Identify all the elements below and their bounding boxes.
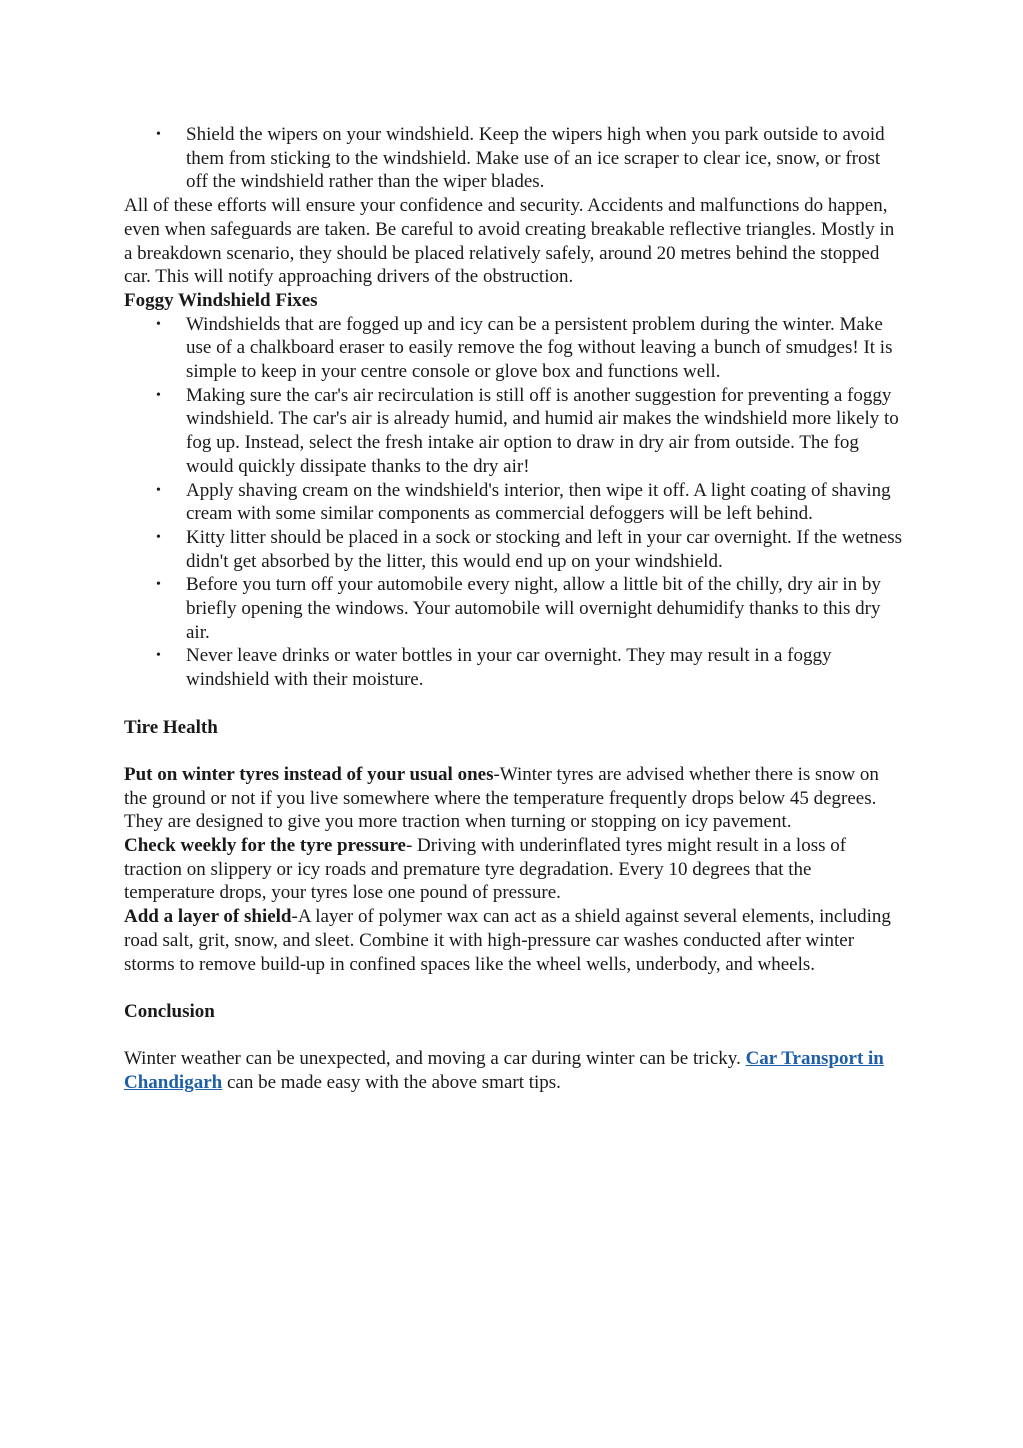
list-item-text: Making sure the car's air recirculation is still off is another suggestion for preventing a foggy windshield. The car's air is already humid, and humid air makes the windshield more likely to fog up. Instead, select the fresh intake air option to draw in dry air from outside. The fog would quickly dissipate thanks to the dry air! bbox=[186, 384, 899, 477]
list-item-text: Shield the wipers on your windshield. Keep the wipers high when you park outside to avoid them from sticking to the windshield. Make use of an ice scraper to clear ice, snow, or frost off the windshield rather than the wiper blades. bbox=[186, 124, 885, 193]
bullet-icon: • bbox=[156, 316, 161, 332]
tire-paragraph-winter-tyres bbox=[124, 763, 904, 834]
conclusion-text-after: can be made easy with the above smart tips. bbox=[222, 1072, 561, 1094]
conclusion-heading: Conclusion bbox=[124, 1000, 215, 1022]
conclusion-text-before: Winter weather can be unexpected, and moving a car during winter can be tricky. bbox=[124, 1048, 746, 1070]
paragraph-lead: Add a layer of shield bbox=[124, 906, 292, 928]
list-item bbox=[124, 644, 904, 691]
list-item bbox=[124, 313, 904, 384]
tire-heading: Tire Health bbox=[124, 716, 218, 738]
paragraph-text: -A layer of polymer wax can act as a shield against several elements, including road salt, grit, snow, and sleet. Combine it with high-pressure car washes conducted after winter storms to remove build-up in confined spaces like the wheel wells, underbody, and wheels. bbox=[124, 906, 891, 975]
list-item bbox=[124, 384, 904, 479]
list-item-text: Apply shaving cream on the windshield's interior, then wipe it off. A light coating of shaving cream with some similar components as commercial defoggers will be left behind. bbox=[186, 479, 891, 525]
list-item-text: Before you turn off your automobile every night, allow a little bit of the chilly, dry air in by briefly opening the windows. Your automobile will overnight dehumidify thanks to this dry air. bbox=[186, 574, 881, 643]
paragraph-text: - Driving with underinflated tyres might result in a loss of traction on slippery or icy roads and premature tyre degradation. Every 10 degrees that the temperature drops, your tyres lose one pound of pressure. bbox=[124, 835, 847, 904]
bullet-icon: • bbox=[156, 529, 161, 545]
spacer bbox=[124, 1024, 904, 1048]
tire-paragraph-pressure bbox=[124, 834, 904, 905]
bullet-icon: • bbox=[156, 648, 161, 664]
spacer bbox=[124, 739, 904, 763]
list-item bbox=[124, 479, 904, 526]
bullet-icon: • bbox=[156, 127, 161, 142]
bullet-icon: • bbox=[156, 577, 161, 593]
spacer bbox=[124, 692, 904, 716]
list-item bbox=[124, 123, 904, 194]
paragraph-lead: Check weekly for the tyre pressure bbox=[124, 835, 406, 857]
paragraph-text: -Winter tyres are advised whether there is snow on the ground or not if you live somewhere where the temperature frequently drops below 45 degrees. They are designed to give you more traction when turning or stopping on icy pavement. bbox=[124, 763, 879, 833]
intro-bullet-list bbox=[124, 123, 904, 194]
tire-paragraph-shield bbox=[124, 905, 904, 976]
foggy-heading: Foggy Windshield Fixes bbox=[124, 289, 318, 311]
document-page bbox=[124, 123, 904, 1095]
list-item-text: Windshields that are fogged up and icy can be a persistent problem during the winter. Make use of a chalkboard eraser to easily remove the fog without leaving a bunch of smudges! It is simple to keep in your centre console or glove box and functions well. bbox=[186, 313, 893, 383]
safety-paragraph: All of these efforts will ensure your confidence and security. Accidents and malfunctions do happen, even when safeguards are taken. Be careful to avoid creating breakable reflective triangles. Mostly in a breakdown scenario, they should be placed relatively safely, around 20 metres behind the stopped car. This will notify approaching drivers of the obstruction. bbox=[124, 195, 895, 288]
spacer bbox=[124, 976, 904, 1000]
list-item bbox=[124, 526, 904, 573]
conclusion-paragraph bbox=[124, 1047, 904, 1094]
car-transport-link[interactable]: Car Transport in Chandigarh bbox=[124, 1048, 884, 1094]
list-item-text: Kitty litter should be placed in a sock or stocking and left in your car overnight. If the wetness didn't get absorbed by the litter, this would end up on your windshield. bbox=[186, 526, 903, 572]
list-item bbox=[124, 573, 904, 644]
list-item-text: Never leave drinks or water bottles in your car overnight. They may result in a foggy windshield with their moisture. bbox=[186, 645, 832, 691]
foggy-bullet-list bbox=[124, 313, 904, 692]
paragraph-lead: Put on winter tyres instead of your usual ones bbox=[124, 763, 494, 785]
bullet-icon: • bbox=[156, 482, 161, 498]
bullet-icon: • bbox=[156, 387, 161, 403]
